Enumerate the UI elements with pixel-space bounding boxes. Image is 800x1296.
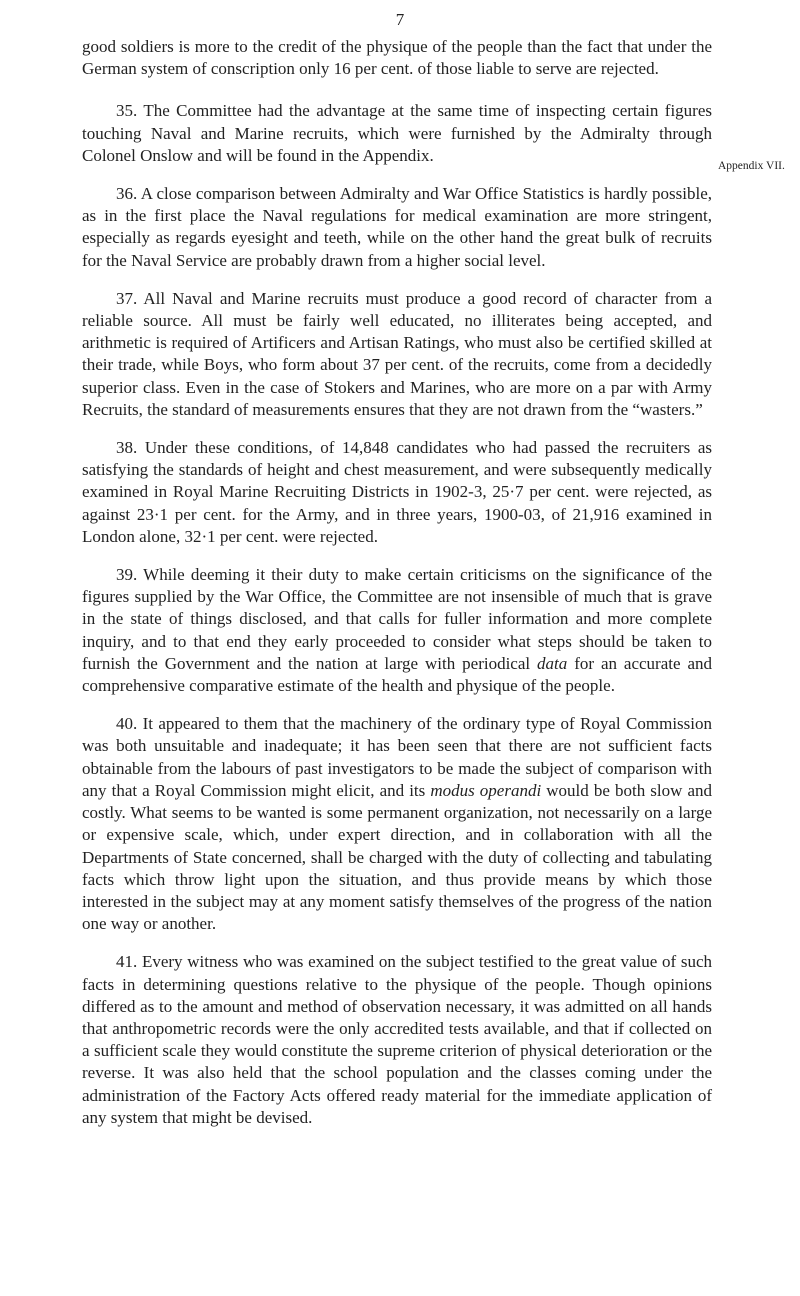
paragraph-continuation: good soldiers is more to the credit of the physique of the people than the fact that under the German system of conscription only 16 per cent. of those liable to serve are rejected. [82, 37, 712, 79]
paragraph-36: 36. A close comparison between Admiralty and War Office Statistics is hardly possible, as in the first place the Naval regulations for medical examination are more stringent, especially as regards eyesight and teeth, while on the other hand the great bulk of recruits for the Naval Service are probably drawn from a higher social level. [82, 184, 712, 270]
paragraph-40 [82, 713, 712, 935]
paragraph-37: 37. All Naval and Marine recruits must produce a good record of character from a reliable source. All must be fairly well educated, no illiterates being accepted, and arithmetic is required of Artificers and Artisan Ratings, who must also be certified skilled at their trade, while Boys, who form about 37 per cent. of the recruits, come from a decidedly superior class. Even in the case of Stokers and Marines, who are more on a par with Army Recruits, the standard of measurements ensures that they are not drawn from the “wasters.” [82, 288, 712, 419]
margin-note-appendix: Appendix VII. [718, 160, 785, 172]
paragraph-39-text-a: 39. While deeming it their duty to make certain criticisms on the significance of the figures supplied by the War Office, the Committee are not insensible of much that is grave in the state of things disclosed, and that calls for fuller information and more complete inquiry, and to that end they early proceeded to consider what steps should be taken to furnish the Government and the nation at large with periodical [82, 565, 712, 673]
paragraph-39-text-b: for an accurate and comprehensive comparative estimate of the health and physique of the people. [82, 653, 712, 696]
paragraph-41: 41. Every witness who was examined on the subject testified to the great value of such facts in determining questions relative to the physique of the people. Though opinions differed as to the amount and method of observation necessary, it was admitted on all hands that anthropometric records were the only accredited tests available, and that if collected on a sufficient scale they would constitute the supreme criterion of physical deterioration or the reverse. It was also held that the school population and the classes coming under the administration of the Factory Acts offered ready material for the immediate application of any system that might be devised. [82, 952, 712, 1127]
paragraph-35: 35. The Committee had the advantage at the same time of inspecting certain figures touching Naval and Marine recruits, which were furnished by the Admiralty through Colonel Onslow and will be found in the Appendix. [82, 101, 712, 165]
paragraph-40-text-b: would be both slow and costly. What seems to be wanted is some permanent organization, not necessarily on a large or expensive scale, which, under expert direction, and in collaboration with all the Departments of State concerned, shall be charged with the duty of collecting and tabulating facts which throw light upon the situation, and thus provide means by which those interested in the subject may at any moment satisfy themselves of the progress of the nation one way or another. [82, 780, 713, 934]
paragraph-40-text-a: 40. It appeared to them that the machinery of the ordinary type of Royal Commission was both unsuitable and inadequate; it has been seen that there are not sufficient facts obtainable from the labours of past investigators to be made the subject of comparison with any that a Royal Commission might elicit, and its [82, 714, 712, 800]
paragraph-39-italic: data [537, 653, 568, 673]
text-column [82, 36, 712, 1145]
paragraph-38: 38. Under these conditions, of 14,848 candidates who had passed the recruiters as satisfying the standards of height and chest measurement, and were subsequently medically examined in Royal Marine Recruiting Districts in 1902-3, 25·7 per cent. were rejected, as against 23·1 per cent. for the Army, and in three years, 1900-03, of 21,916 examined in London alone, 32·1 per cent. were rejected. [82, 438, 712, 546]
paragraph-40-italic: modus operandi [430, 780, 542, 800]
paragraph-39 [82, 564, 712, 697]
page-number: 7 [395, 10, 405, 29]
